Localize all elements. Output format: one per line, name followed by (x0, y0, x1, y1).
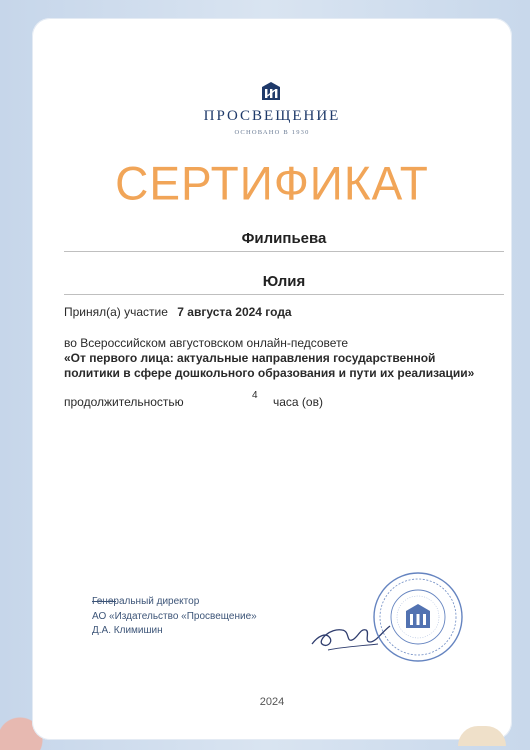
first-name-underline (64, 294, 504, 295)
recipient-first-name: Юлия (262, 273, 306, 290)
corner-decoration (458, 726, 506, 746)
certificate-card (32, 18, 512, 740)
signatory-position: Генеральный директор (92, 596, 200, 607)
duration-unit: часа (ов) (273, 395, 323, 409)
participation-line (64, 305, 292, 319)
surname-underline (64, 251, 504, 252)
duration-label: продолжительностью (64, 395, 184, 409)
event-name-line-2: политики в сфере дошкольного образования и пути их реализации» (64, 366, 475, 380)
signatory-name: Д.А. Климишин (92, 625, 163, 636)
prosveshchenie-logo-icon (260, 81, 282, 101)
signatory-organization: АО «Издательство «Просвещение» (92, 611, 257, 622)
footer-year: 2024 (259, 696, 285, 708)
company-stamp-icon (372, 571, 464, 663)
event-intro: во Всероссийском августовском онлайн-педсовете (64, 336, 349, 350)
brand-tagline: ОСНОВАНО В 1930 (234, 129, 310, 136)
event-date: 7 августа 2024 года (177, 305, 292, 319)
participation-prefix: Принял(а) участие (64, 305, 168, 319)
certificate-title: СЕРТИФИКАТ (115, 156, 429, 210)
duration-value: 4 (252, 390, 258, 401)
event-name-line-1: «От первого лица: актуальные направления государственной (64, 351, 436, 365)
brand-name: ПРОСВЕЩЕНИЕ (203, 108, 341, 124)
recipient-surname: Филипьева (241, 230, 327, 247)
